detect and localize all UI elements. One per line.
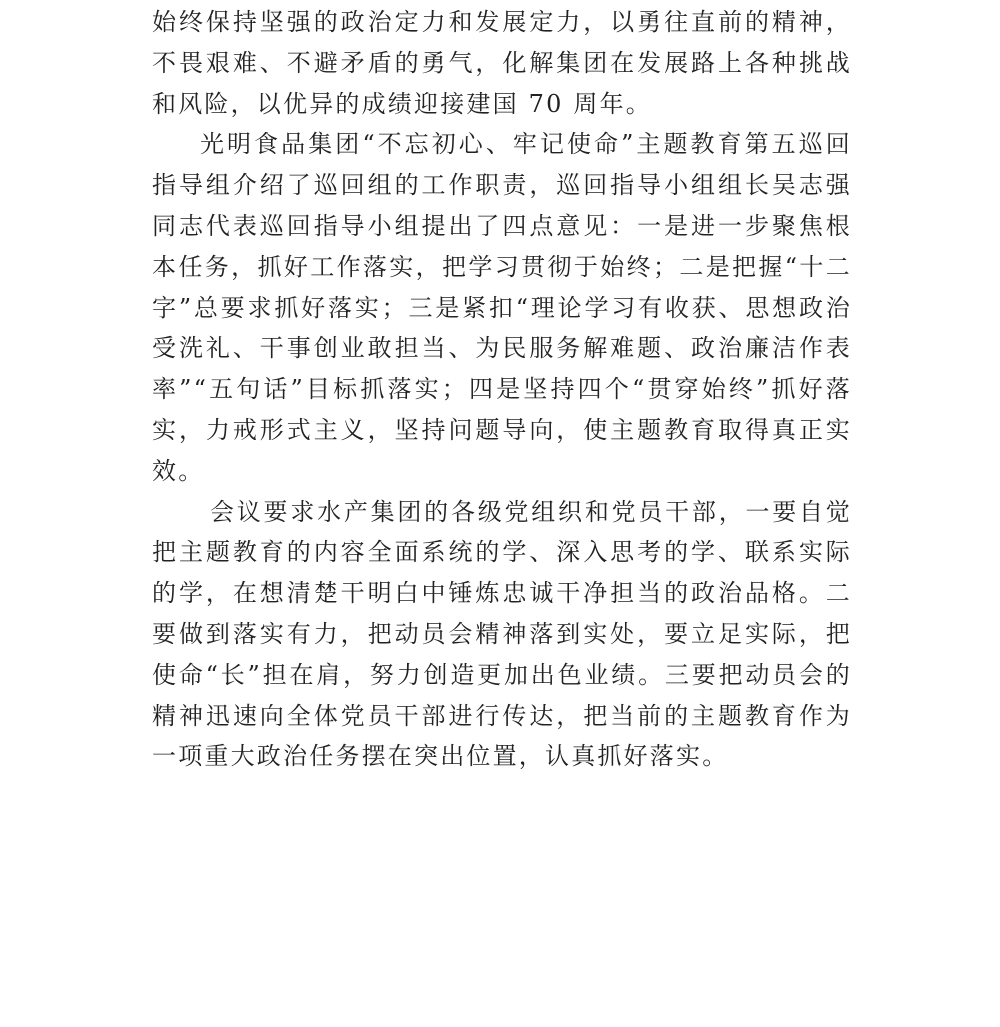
paragraph-inspection-group: 光明食品集团“不忘初心、牢记使命”主题教育第五巡回指导组介绍了巡回组的工作职责，巡回指导小组组长吴志强同志代表巡回指导小组提出了四点意见：一是进一步聚焦根本任务，抓好工作落实，把学习贯彻于始终；二是把握“十二字”总要求抓好落实；三是紧扣“理论学习有收获、思想政治受洗礼、干事创业敢担当、为民服务解难题、政治廉洁作表率”“五句话”目标抓落实；四是坚持四个“贯穿始终”抓好落实，力戒形式主义，坚持问题导向，使主题教育取得真正实效。 (152, 130, 852, 485)
paragraph-meeting-requirements: 会议要求水产集团的各级党组织和党员干部，一要自觉把主题教育的内容全面系统的学、深入思考的学、联系实际的学，在想清楚干明白中锤炼忠诚干净担当的政治品格。二要做到落实有力，把动员会精神落到实处，要立足实际，把使命“长”担在肩，努力创造更加出色业绩。三要把动员会的精神迅速向全体党员干部进行传达，把当前的主题教育作为一项重大政治任务摆在突出位置，认真抓好落实。 (152, 497, 852, 771)
paragraph-continued: 始终保持坚强的政治定力和发展定力，以勇往直前的精神，不畏艰难、不避矛盾的勇气，化解集团在发展路上各种挑战和风险，以优异的成绩迎接建国 70 周年。 (152, 8, 852, 118)
document-body (152, 2, 852, 777)
